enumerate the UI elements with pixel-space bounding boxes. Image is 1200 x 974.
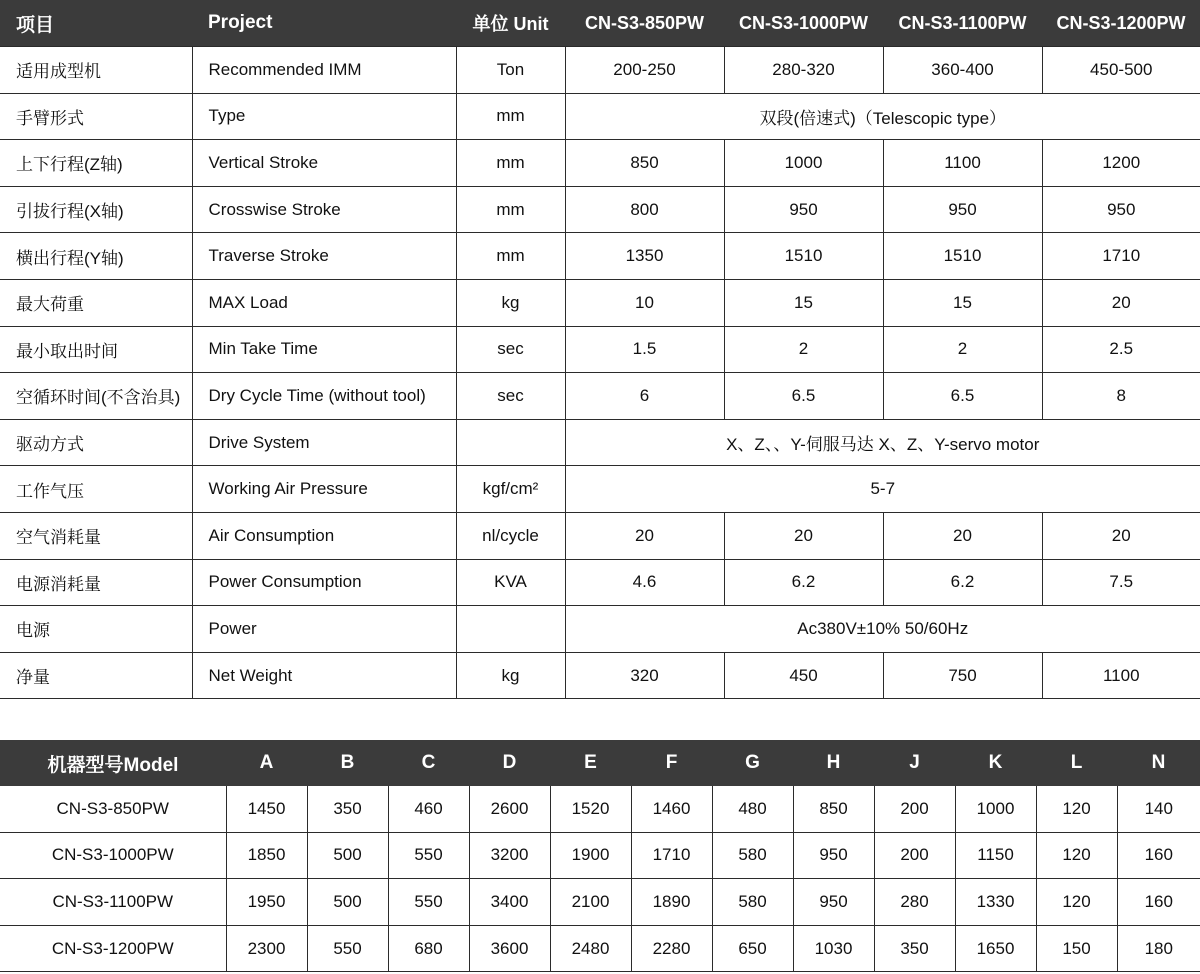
- spec-label-en: Vertical Stroke: [192, 140, 456, 187]
- spec-row: [0, 512, 1200, 559]
- dimension-body: [0, 786, 1200, 972]
- dimension-model: CN-S3-1200PW: [0, 925, 226, 972]
- dimension-value: 2600: [469, 786, 550, 832]
- spec-label-cn: 电源: [0, 606, 192, 653]
- spec-merged-value: 双段(倍速式)（Telescopic type）: [565, 93, 1200, 140]
- dimension-value: 2480: [550, 925, 631, 972]
- spec-value: 20: [1042, 279, 1200, 326]
- dimension-value: 180: [1117, 925, 1200, 972]
- spec-label-en: Drive System: [192, 419, 456, 466]
- dimension-value: 1650: [955, 925, 1036, 972]
- spec-label-cn: 手臂形式: [0, 93, 192, 140]
- spec-label-cn: 最小取出时间: [0, 326, 192, 373]
- spec-value: 1510: [883, 233, 1042, 280]
- spec-row: [0, 466, 1200, 513]
- dimension-value: 1000: [955, 786, 1036, 832]
- spec-value: 20: [1042, 512, 1200, 559]
- dimension-value: 1460: [631, 786, 712, 832]
- dimension-value: 1520: [550, 786, 631, 832]
- spec-header-row: [0, 0, 1200, 47]
- dimension-value: 3600: [469, 925, 550, 972]
- dimension-header-model: 机器型号Model: [0, 740, 226, 786]
- spec-unit: sec: [456, 326, 565, 373]
- spec-unit: mm: [456, 93, 565, 140]
- dimension-row: [0, 879, 1200, 926]
- spec-value: 6.2: [724, 559, 883, 606]
- spec-value: 950: [1042, 186, 1200, 233]
- dimension-header-letter: E: [550, 740, 631, 786]
- dimension-value: 680: [388, 925, 469, 972]
- dimension-header-letter: H: [793, 740, 874, 786]
- spec-merged-value: Ac380V±10% 50/60Hz: [565, 606, 1200, 653]
- spec-label-en: Recommended IMM: [192, 47, 456, 94]
- spec-label-en: MAX Load: [192, 279, 456, 326]
- spec-merged-value: X、Z、、Y-伺服马达 X、Z、Y-servo motor: [565, 419, 1200, 466]
- spec-unit: kgf/cm²: [456, 466, 565, 513]
- spec-value: 1350: [565, 233, 724, 280]
- spec-label-en: Power: [192, 606, 456, 653]
- spec-label-cn: 工作气压: [0, 466, 192, 513]
- dimension-value: 1900: [550, 832, 631, 879]
- dimension-header-letter: F: [631, 740, 712, 786]
- spec-value: 1100: [883, 140, 1042, 187]
- dimension-value: 1890: [631, 879, 712, 926]
- spec-value: 4.6: [565, 559, 724, 606]
- header-unit: 单位 Unit: [456, 0, 565, 47]
- spec-row: [0, 559, 1200, 606]
- dimension-value: 550: [388, 832, 469, 879]
- spec-label-en: Net Weight: [192, 652, 456, 699]
- dimension-row: [0, 925, 1200, 972]
- spec-value: 2: [883, 326, 1042, 373]
- spec-label-cn: 适用成型机: [0, 47, 192, 94]
- dimension-value: 200: [874, 786, 955, 832]
- spec-value: 1100: [1042, 652, 1200, 699]
- spec-row: [0, 233, 1200, 280]
- spec-value: 950: [883, 186, 1042, 233]
- dimension-value: 280: [874, 879, 955, 926]
- dimension-value: 3400: [469, 879, 550, 926]
- dimension-value: 350: [307, 786, 388, 832]
- dimension-header-letter: A: [226, 740, 307, 786]
- spec-value: 1000: [724, 140, 883, 187]
- dimension-value: 2280: [631, 925, 712, 972]
- spec-row: [0, 606, 1200, 653]
- dimension-value: 950: [793, 879, 874, 926]
- spec-value: 450: [724, 652, 883, 699]
- dimension-value: 500: [307, 832, 388, 879]
- spec-value: 1.5: [565, 326, 724, 373]
- spec-label-cn: 上下行程(Z轴): [0, 140, 192, 187]
- spec-label-cn: 电源消耗量: [0, 559, 192, 606]
- dimension-value: 350: [874, 925, 955, 972]
- spec-unit: sec: [456, 373, 565, 420]
- spec-unit: mm: [456, 140, 565, 187]
- dimension-value: 500: [307, 879, 388, 926]
- dimension-value: 160: [1117, 832, 1200, 879]
- dimension-model: CN-S3-1000PW: [0, 832, 226, 879]
- spec-value: 320: [565, 652, 724, 699]
- spec-row: [0, 279, 1200, 326]
- spec-value: 6: [565, 373, 724, 420]
- spec-unit: mm: [456, 233, 565, 280]
- spec-label-cn: 空循环时间(不含治具): [0, 373, 192, 420]
- spec-value: 850: [565, 140, 724, 187]
- dimension-value: 850: [793, 786, 874, 832]
- spec-value: 1200: [1042, 140, 1200, 187]
- dimension-header-letter: N: [1117, 740, 1200, 786]
- spec-unit: Ton: [456, 47, 565, 94]
- spec-value: 200-250: [565, 47, 724, 94]
- spec-value: 750: [883, 652, 1042, 699]
- dimension-value: 1950: [226, 879, 307, 926]
- spec-row: [0, 652, 1200, 699]
- spec-label-en: Min Take Time: [192, 326, 456, 373]
- spec-unit: [456, 419, 565, 466]
- spec-label-cn: 驱动方式: [0, 419, 192, 466]
- spec-label-en: Type: [192, 93, 456, 140]
- spec-label-en: Power Consumption: [192, 559, 456, 606]
- dimension-value: 2300: [226, 925, 307, 972]
- spec-value: 280-320: [724, 47, 883, 94]
- spec-value: 800: [565, 186, 724, 233]
- spec-merged-value: 5-7: [565, 466, 1200, 513]
- spec-row: [0, 419, 1200, 466]
- dimension-header-letter: L: [1036, 740, 1117, 786]
- dimension-value: 150: [1036, 925, 1117, 972]
- spec-value: 450-500: [1042, 47, 1200, 94]
- spec-label-cn: 空气消耗量: [0, 512, 192, 559]
- spec-unit: KVA: [456, 559, 565, 606]
- dimension-header-letter: B: [307, 740, 388, 786]
- dimension-header-row: [0, 740, 1200, 786]
- dimension-value: 1330: [955, 879, 1036, 926]
- dimension-value: 160: [1117, 879, 1200, 926]
- dimension-value: 950: [793, 832, 874, 879]
- spec-row: [0, 186, 1200, 233]
- spec-label-cn: 最大荷重: [0, 279, 192, 326]
- spec-value: 15: [883, 279, 1042, 326]
- spec-row: [0, 373, 1200, 420]
- spec-value: 20: [724, 512, 883, 559]
- spec-row: [0, 47, 1200, 94]
- spec-label-en: Crosswise Stroke: [192, 186, 456, 233]
- dimension-header-letter: J: [874, 740, 955, 786]
- dimension-table: [0, 740, 1200, 972]
- dimension-value: 2100: [550, 879, 631, 926]
- spec-value: 8: [1042, 373, 1200, 420]
- dimension-value: 1150: [955, 832, 1036, 879]
- dimension-value: 1450: [226, 786, 307, 832]
- spec-value: 20: [565, 512, 724, 559]
- dimension-value: 480: [712, 786, 793, 832]
- spec-value: 7.5: [1042, 559, 1200, 606]
- dimension-value: 580: [712, 879, 793, 926]
- spec-unit: nl/cycle: [456, 512, 565, 559]
- spec-body: [0, 47, 1200, 699]
- spec-value: 2.5: [1042, 326, 1200, 373]
- dimension-header-letter: K: [955, 740, 1036, 786]
- dimension-header-letter: C: [388, 740, 469, 786]
- header-model-1100: CN-S3-1100PW: [883, 0, 1042, 47]
- dimension-model: CN-S3-1100PW: [0, 879, 226, 926]
- dimension-value: 650: [712, 925, 793, 972]
- dimension-value: 1710: [631, 832, 712, 879]
- spec-value: 6.5: [724, 373, 883, 420]
- header-project-en: Project: [192, 0, 456, 47]
- spec-value: 360-400: [883, 47, 1042, 94]
- dimension-value: 140: [1117, 786, 1200, 832]
- dimension-row: [0, 786, 1200, 832]
- spec-unit: kg: [456, 652, 565, 699]
- spec-label-en: Dry Cycle Time (without tool): [192, 373, 456, 420]
- dimension-value: 3200: [469, 832, 550, 879]
- header-model-1000: CN-S3-1000PW: [724, 0, 883, 47]
- spec-row: [0, 93, 1200, 140]
- dimension-value: 120: [1036, 832, 1117, 879]
- spec-label-cn: 引拔行程(X轴): [0, 186, 192, 233]
- dimension-value: 1850: [226, 832, 307, 879]
- spec-value: 950: [724, 186, 883, 233]
- dimension-value: 460: [388, 786, 469, 832]
- dimension-value: 580: [712, 832, 793, 879]
- dimension-header-letter: G: [712, 740, 793, 786]
- header-project-cn: 项目: [0, 0, 192, 47]
- spec-label-en: Air Consumption: [192, 512, 456, 559]
- spec-value: 20: [883, 512, 1042, 559]
- spec-row: [0, 140, 1200, 187]
- spec-unit: [456, 606, 565, 653]
- dimension-row: [0, 832, 1200, 879]
- dimension-value: 550: [388, 879, 469, 926]
- header-model-850: CN-S3-850PW: [565, 0, 724, 47]
- spec-value: 1510: [724, 233, 883, 280]
- dimension-value: 1030: [793, 925, 874, 972]
- spec-label-en: Working Air Pressure: [192, 466, 456, 513]
- dimension-value: 550: [307, 925, 388, 972]
- spec-label-cn: 横出行程(Y轴): [0, 233, 192, 280]
- spec-unit: kg: [456, 279, 565, 326]
- spec-unit: mm: [456, 186, 565, 233]
- spec-label-en: Traverse Stroke: [192, 233, 456, 280]
- dimension-header-letter: D: [469, 740, 550, 786]
- dimension-value: 120: [1036, 786, 1117, 832]
- spec-value: 2: [724, 326, 883, 373]
- spec-row: [0, 326, 1200, 373]
- spec-value: 15: [724, 279, 883, 326]
- spec-label-cn: 净量: [0, 652, 192, 699]
- spec-value: 6.2: [883, 559, 1042, 606]
- spec-value: 10: [565, 279, 724, 326]
- dimension-value: 120: [1036, 879, 1117, 926]
- spec-value: 1710: [1042, 233, 1200, 280]
- dimension-model: CN-S3-850PW: [0, 786, 226, 832]
- header-model-1200: CN-S3-1200PW: [1042, 0, 1200, 47]
- dimension-value: 200: [874, 832, 955, 879]
- spec-value: 6.5: [883, 373, 1042, 420]
